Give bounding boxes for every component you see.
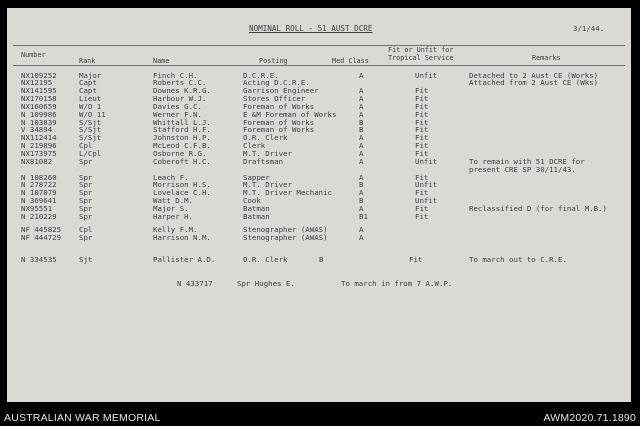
cell-posting: Stores Officer bbox=[243, 94, 306, 104]
cell-posting: Foreman of Works bbox=[243, 125, 315, 135]
cell-number: N 210229 bbox=[21, 211, 57, 221]
cell-rank: Capt bbox=[79, 86, 97, 96]
cell-rank: Lieut bbox=[79, 94, 102, 104]
cell-fit: Fit bbox=[415, 109, 429, 119]
header-med-class: Med Class bbox=[332, 57, 369, 65]
cell-rank: Spr bbox=[79, 211, 93, 221]
cell-name: Major S. bbox=[153, 203, 189, 213]
cell-remarks: Detached to 2 Aust CE (Works) bbox=[469, 70, 599, 80]
document-page bbox=[7, 8, 631, 402]
header-posting: Posting bbox=[259, 57, 288, 65]
cell-rank: Spr bbox=[79, 233, 93, 242]
cell-number: NX141595 bbox=[21, 86, 57, 96]
cell-posting: D.C.R.E. bbox=[243, 70, 279, 80]
cell-remarks: To remain with 51 DCRE for bbox=[469, 156, 585, 166]
cell-number: NF 445825 bbox=[21, 225, 62, 234]
extra-posting: O.R. Clerk bbox=[243, 255, 288, 264]
cell-posting: M.T. Driver bbox=[243, 180, 292, 190]
cell-name: Davies G.C. bbox=[153, 101, 202, 111]
cell-number: NX170158 bbox=[21, 94, 57, 104]
extra-number: N 334535 bbox=[21, 255, 57, 264]
cell-fit: Fit bbox=[415, 149, 429, 158]
cell-name: Johnston H.P. bbox=[153, 133, 211, 143]
cell-rank: Spr bbox=[79, 180, 93, 190]
header-rule-top bbox=[13, 45, 625, 46]
header-rule-bottom bbox=[13, 65, 625, 66]
cell-fit: Unfit bbox=[415, 180, 438, 190]
cell-posting: Acting D.C.R.E. bbox=[243, 78, 310, 88]
cell-posting: Sapper bbox=[243, 172, 270, 182]
cell-posting: M.T. Driver Mechanic bbox=[243, 188, 332, 198]
footer-id: AWM2020.71.1890 bbox=[543, 412, 636, 424]
page-title: NOMINAL ROLL - 51 AUST DCRE bbox=[249, 24, 373, 33]
cell-fit: Fit bbox=[415, 203, 429, 213]
cell-name: Stafford H.F. bbox=[153, 125, 211, 135]
extra-fit: Fit bbox=[409, 255, 423, 264]
cell-number: NF 444729 bbox=[21, 233, 62, 242]
cell-number: NX112414 bbox=[21, 133, 57, 143]
cell-name: Leach F. bbox=[153, 172, 189, 182]
cell-name: Werner F.N. bbox=[153, 109, 202, 119]
cell-med: A bbox=[359, 156, 364, 166]
cell-number: N 219896 bbox=[21, 141, 57, 151]
header-name: Name bbox=[153, 57, 170, 65]
cell-remarks: Reclassified D (for final M.B.) bbox=[469, 203, 607, 213]
cell-med: A bbox=[359, 133, 364, 143]
cell-med: A bbox=[359, 86, 364, 96]
cell-name: Finch C.H. bbox=[153, 70, 198, 80]
header-number: Number bbox=[21, 51, 46, 59]
cell-posting: O.R. Clerk bbox=[243, 133, 288, 143]
cell-posting: E &M Foreman of Works bbox=[243, 109, 337, 119]
cell-posting: Clerk bbox=[243, 141, 266, 151]
march-in-name: Spr Hughes E. bbox=[237, 279, 295, 288]
cell-posting: Foreman of Works bbox=[243, 117, 315, 127]
cell-rank: Spr bbox=[79, 188, 93, 198]
cell-fit: Fit bbox=[415, 94, 429, 104]
cell-remarks: present CRE SP 30/11/43. bbox=[469, 164, 576, 174]
cell-number: NX173975 bbox=[21, 149, 57, 158]
cell-fit: Fit bbox=[415, 141, 429, 151]
cell-posting: Draftsman bbox=[243, 156, 284, 166]
cell-fit: Fit bbox=[415, 86, 429, 96]
cell-number: NX160659 bbox=[21, 101, 57, 111]
cell-posting: Batman bbox=[243, 211, 270, 221]
cell-rank: S/Sjt bbox=[79, 117, 102, 127]
cell-fit: Fit bbox=[415, 172, 429, 182]
cell-name: Morrison H.S. bbox=[153, 180, 211, 190]
cell-rank: Cpl bbox=[79, 141, 93, 151]
cell-fit: Fit bbox=[415, 125, 429, 135]
cell-fit: Fit bbox=[415, 133, 429, 143]
cell-med: A bbox=[359, 203, 364, 213]
march-in-remarks: To march in from 7 A.W.P. bbox=[341, 279, 453, 288]
cell-number: N 278722 bbox=[21, 180, 57, 190]
cell-med: B1 bbox=[359, 211, 368, 221]
cell-name: Harbour W.J. bbox=[153, 94, 207, 104]
cell-posting: Batman bbox=[243, 203, 270, 213]
cell-med: A bbox=[359, 172, 364, 182]
cell-posting: Stenographer (AWAS) bbox=[243, 233, 328, 242]
cell-name: Osborne R.G. bbox=[153, 149, 207, 158]
cell-number: NX95551 bbox=[21, 203, 53, 213]
cell-med: B bbox=[359, 125, 364, 135]
cell-rank: Cpl bbox=[79, 225, 93, 234]
cell-fit: Fit bbox=[415, 188, 429, 198]
cell-name: Roberts C.C. bbox=[153, 78, 207, 88]
extra-name: Pallister A.D. bbox=[153, 255, 216, 264]
header-fit-line2: Tropical Service bbox=[388, 54, 454, 62]
march-in-number: N 433717 bbox=[177, 279, 213, 288]
cell-rank: Spr bbox=[79, 203, 93, 213]
cell-name: Harper H. bbox=[153, 211, 194, 221]
header-remarks: Remarks bbox=[532, 54, 561, 62]
cell-name: Watt D.M. bbox=[153, 196, 194, 206]
cell-rank: Major bbox=[79, 70, 102, 80]
cell-number: N 109986 bbox=[21, 109, 57, 119]
cell-fit: Fit bbox=[415, 117, 429, 127]
cell-med: B bbox=[359, 196, 364, 206]
cell-med: A bbox=[359, 70, 364, 80]
cell-posting: Stenographer (AWAS) bbox=[243, 225, 328, 234]
cell-rank: W/O 1 bbox=[79, 101, 102, 111]
cell-med: A bbox=[359, 149, 364, 158]
cell-posting: Foreman of Works bbox=[243, 101, 315, 111]
cell-number: N 369641 bbox=[21, 196, 57, 206]
cell-posting: M.T. Driver bbox=[243, 149, 292, 158]
cell-rank: Capt bbox=[79, 78, 97, 88]
cell-rank: S/Sjt bbox=[79, 133, 102, 143]
cell-name: Downes K.R.G. bbox=[153, 86, 211, 96]
extra-med: B bbox=[319, 255, 324, 264]
cell-number: N 108260 bbox=[21, 172, 57, 182]
extra-rank: Sjt bbox=[79, 255, 93, 264]
cell-fit: Unfit bbox=[415, 70, 438, 80]
header-rank: Rank bbox=[79, 57, 96, 65]
cell-med: B bbox=[359, 117, 364, 127]
document-date: 3/1/44. bbox=[573, 24, 605, 33]
cell-number: NX109252 bbox=[21, 70, 57, 80]
cell-number: N 107079 bbox=[21, 188, 57, 198]
cell-number: V 34894 bbox=[21, 125, 53, 135]
cell-name: Harrison N.M. bbox=[153, 233, 211, 242]
cell-fit: Unfit bbox=[415, 156, 438, 166]
cell-name: Lovelace C.H. bbox=[153, 188, 211, 198]
cell-med: A bbox=[359, 94, 364, 104]
cell-name: Kelly F.M. bbox=[153, 225, 198, 234]
cell-posting: Garrison Engineer bbox=[243, 86, 319, 96]
cell-number: N 103839 bbox=[21, 117, 57, 127]
cell-rank: S/Sjt bbox=[79, 125, 102, 135]
cell-med: A bbox=[359, 109, 364, 119]
cell-posting: Cook bbox=[243, 196, 261, 206]
cell-rank: Spr bbox=[79, 156, 93, 166]
cell-rank: Spr bbox=[79, 172, 93, 182]
cell-med: A bbox=[359, 101, 364, 111]
cell-name: McLeod C.F.B. bbox=[153, 141, 211, 151]
cell-rank: W/O 11 bbox=[79, 109, 106, 119]
cell-name: Coberoft H.C. bbox=[153, 156, 211, 166]
footer-credit: AUSTRALIAN WAR MEMORIAL bbox=[4, 412, 161, 424]
cell-med: A bbox=[359, 141, 364, 151]
extra-remarks: To march out to C.R.E. bbox=[469, 255, 567, 264]
cell-med: A bbox=[359, 188, 364, 198]
cell-med: A bbox=[359, 225, 364, 234]
cell-fit: Fit bbox=[415, 101, 429, 111]
cell-fit: Unfit bbox=[415, 196, 438, 206]
cell-med: B bbox=[359, 180, 364, 190]
cell-number: NX12195 bbox=[21, 78, 53, 88]
cell-med: A bbox=[359, 233, 364, 242]
cell-rank: Spr bbox=[79, 196, 93, 206]
cell-number: NX81082 bbox=[21, 156, 53, 166]
cell-fit: Fit bbox=[415, 211, 429, 221]
cell-remarks: Attached from 2 Aust CE (Wks) bbox=[469, 78, 599, 88]
cell-name: Whittall L.J. bbox=[153, 117, 211, 127]
cell-rank: L/Cpl bbox=[79, 149, 102, 158]
header-fit-line1: Fit or Unfit for bbox=[388, 46, 454, 54]
